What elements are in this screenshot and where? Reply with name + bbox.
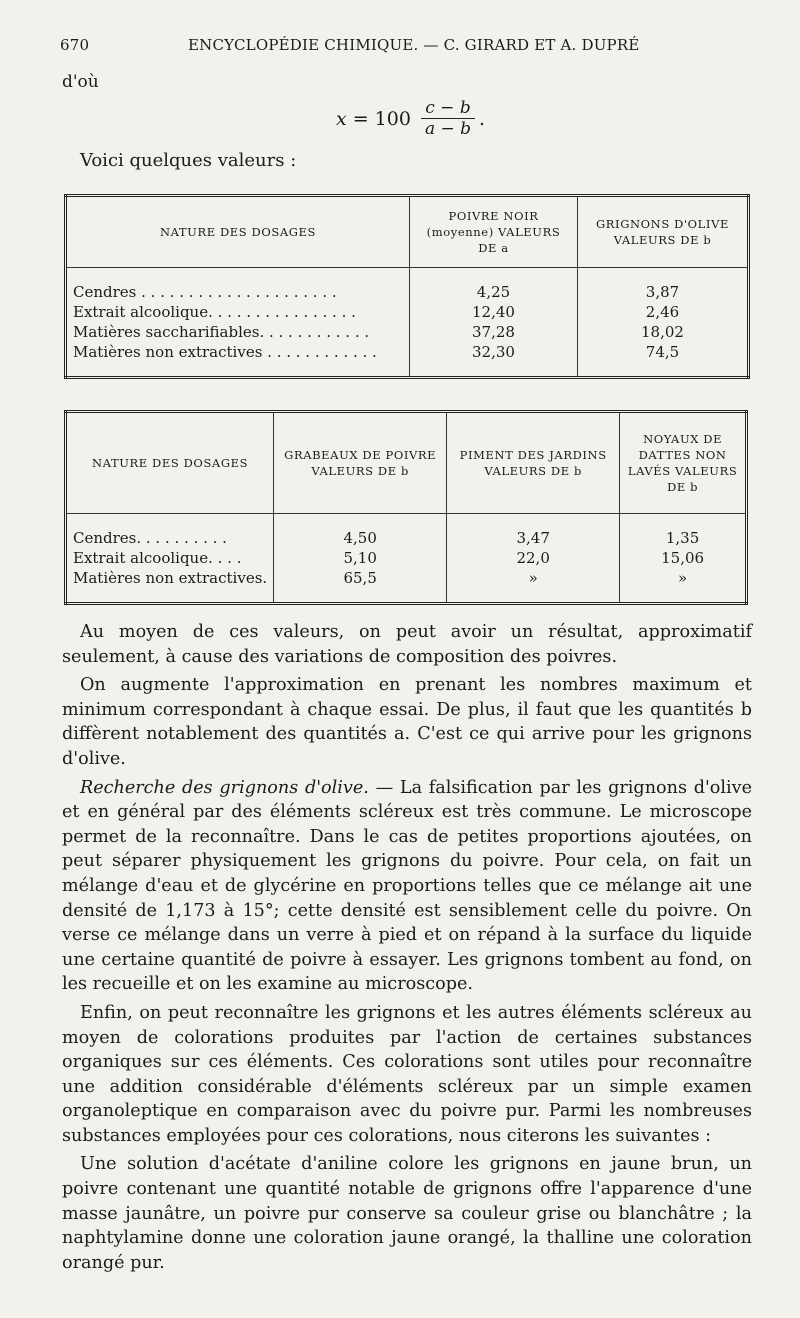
t1-cell-label: Matières saccharifiables. . . . . . . . . . . . [73,323,370,341]
intro-dou: d'où [62,72,99,92]
paragraph [62,776,752,997]
table-adulterants [64,410,748,605]
t1-cell-a: 4,25 [410,282,578,302]
t1-cell-b: 3,87 [578,282,749,302]
paragraph: Enfin, on peut reconnaître les grignons et les autres éléments scléreux au moyen de colorations produites par l'action de certaines substances organiques sur ces éléments. Ces colorations sont utiles pour reconnaître une addition considérable d'éléments scléreux par un simple examen organoleptique en comparaison avec du poivre pur. Parmi les nombreuses substances employées pour ces colorations, nous citerons les suivantes : [62,1002,752,1146]
table-pepper-olive [64,194,750,379]
table-row [66,528,747,548]
paragraph [62,673,752,771]
table-row [66,568,747,588]
table-row [66,322,749,342]
formula-numerator: c − b [421,98,474,119]
t1-cell-a: 32,30 [410,342,578,362]
t1-cell-a: 12,40 [410,302,578,322]
t2-cell-label: Cendres. . . . . . . . . . [73,529,227,547]
t1-cell-label: Matières non extractives . . . . . . . . . . . . [73,343,377,361]
t2-cell-piment: 3,47 [447,528,620,548]
t2-header-piment: PIMENT DES JARDINS VALEURS DE b [447,412,620,514]
t2-cell-piment: » [447,568,620,588]
t2-cell-noyaux: 1,35 [620,528,747,548]
t2-cell-grabeaux: 4,50 [274,528,447,548]
paragraph-text: — La falsification par les grignons d'olive et en général par des éléments scléreux est très commune. Le microscope permet de la reconnaître. Dans le cas de petites proportions ajoutées, on peut séparer physiquement les grignons du poivre. Pour cela, on fait un mélange d'eau et de glycérine en proportions telles que ce mélange ait une densité de 1,173 à 15°; cette densité est sensiblement celle du poivre. On verse ce mélange dans un verre à pied et on répand à la surface du liquide une certaine quantité de poivre à essayer. Les grignons tombent au fond, on les recueille et on les examine au microscope. [62,777,752,995]
t2-cell-piment: 22,0 [447,548,620,568]
body-text [62,620,752,1275]
t1-cell-label: Cendres . . . . . . . . . . . . . . . . . . . . . [73,283,337,301]
t1-header-grignons: GRIGNONS D'OLIVE VALEURS DE b [578,196,749,268]
t1-header-nature: NATURE DES DOSAGES [66,196,410,268]
t2-cell-grabeaux: 65,5 [274,568,447,588]
t2-cell-label: Matières non extractives. [73,569,268,587]
section-heading: Recherche des grignons d'olive. [80,777,369,798]
t1-header-poivre: POIVRE NOIR (moyenne) VALEURS DE a [410,196,578,268]
formula-eq: = 100 [352,107,411,130]
t1-cell-b: 2,46 [578,302,749,322]
t2-cell-noyaux: » [620,568,747,588]
t2-header-grabeaux: GRABEAUX DE POIVRE VALEURS DE b [274,412,447,514]
t1-cell-label: Extrait alcoolique. . . . . . . . . . . . . . . . [73,303,356,321]
t2-header-nature: NATURE DES DOSAGES [66,412,274,514]
formula-lhs: x [336,107,347,130]
t1-cell-b: 18,02 [578,322,749,342]
t2-cell-label: Extrait alcoolique. . . . [73,549,242,567]
table-row [66,342,749,362]
t2-cell-noyaux: 15,06 [620,548,747,568]
page-number: 670 [60,36,90,54]
table-row [66,282,749,302]
t1-cell-b: 74,5 [578,342,749,362]
t2-cell-grabeaux: 5,10 [274,548,447,568]
t2-header-noyaux: NOYAUX DE DATTES NON LAVÉS VALEURS DE b [620,412,747,514]
running-title: ENCYCLOPÉDIE CHIMIQUE. — C. GIRARD ET A. DUPRÉ [188,36,640,54]
formula-end: . [479,107,486,130]
formula-fraction [421,98,475,139]
lead-line: Voici quelques valeurs : [80,150,297,171]
formula-denominator: a − b [424,119,472,139]
paragraph: Au moyen de ces valeurs, on peut avoir un résultat, approximatif seulement, à cause des variations de composition des poivres. [62,622,752,667]
t1-cell-a: 37,28 [410,322,578,342]
table-row [66,302,749,322]
table-row [66,548,747,568]
paragraph: Une solution d'acétate d'aniline colore les grignons en jaune brun, un poivre contenant une quantité notable de grignons offre l'apparence d'une masse jaunâtre, un poivre pur conserve sa couleur grise ou blanchâtre ; la naphtylamine donne une coloration jaune orangé, la thalline une coloration orangé pur. [62,1154,752,1273]
paragraph-text: On augmente l'approximation en prenant les nombres maximum et minimum correspondant à chaque essai. De plus, il faut que les quantités b diffèrent notablement des quantités a. C'est ce qui arrive pour les grignons d'olive. [62,675,752,769]
formula [336,98,485,139]
